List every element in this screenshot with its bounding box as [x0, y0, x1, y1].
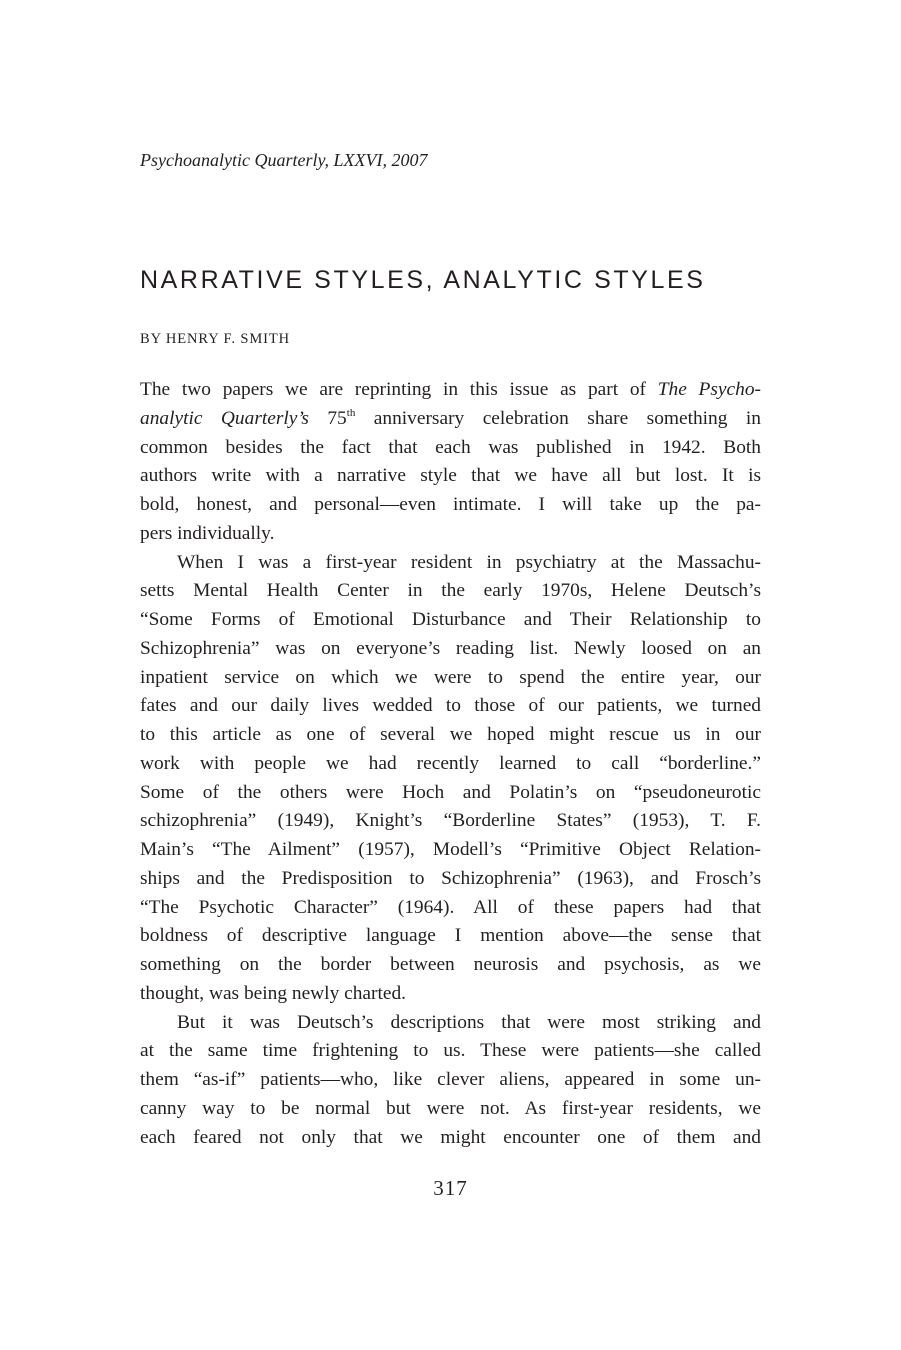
- page-number: 317: [433, 1176, 468, 1200]
- body-line: at the same time frightening to us. These were patients—she called: [140, 1040, 761, 1062]
- body-line: common besides the fact that each was published in 1942. Both: [140, 436, 761, 458]
- body-line: analytic Quarterly’s 75th anniversary celebration share something in: [140, 406, 761, 429]
- body-line: Main’s “The Ailment” (1957), Modell’s “Primitive Object Relation-: [140, 839, 761, 860]
- body-line: them “as-if” patients—who, like clever aliens, appeared in some un-: [140, 1069, 761, 1090]
- author-byline: BY HENRY F. SMITH: [140, 331, 291, 347]
- body-line: When I was a first-year resident in psychiatry at the Massachu-: [177, 551, 761, 573]
- body-line: to this article as one of several we hoped might rescue us in our: [140, 724, 761, 745]
- body-line: authors write with a narrative style that we have all but lost. It is: [140, 465, 761, 487]
- body-line: something on the border between neurosis and psychosis, as we: [140, 954, 761, 975]
- body-line: schizophrenia” (1949), Knight’s “Borderline States” (1953), T. F.: [140, 810, 761, 832]
- body-line: work with people we had recently learned to call “borderline.”: [140, 752, 761, 774]
- body-line: Some of the others were Hoch and Polatin’s on “pseudoneurotic: [140, 781, 761, 803]
- article-title: NARRATIVE STYLES, ANALYTIC STYLES: [140, 266, 706, 294]
- article-body: [140, 376, 761, 1152]
- body-line: The two papers we are reprinting in this issue as part of The Psycho-: [140, 379, 761, 400]
- body-line: pers individually.: [140, 522, 275, 544]
- body-line: boldness of descriptive language I mention above—the sense that: [140, 925, 761, 947]
- running-head: Psychoanalytic Quarterly, LXXVI, 2007: [140, 150, 428, 170]
- body-line: fates and our daily lives wedded to those of our patients, we turned: [140, 695, 761, 717]
- body-line: bold, honest, and personal—even intimate. I will take up the pa-: [140, 494, 761, 515]
- journal-name-italic: The Psycho-: [657, 379, 761, 400]
- body-line: each feared not only that we might encounter one of them and: [140, 1126, 761, 1148]
- body-line: “Some Forms of Emotional Disturbance and Their Relationship to: [140, 609, 761, 630]
- journal-name-italic: analytic Quarterly’s: [140, 407, 309, 429]
- ordinal-superscript: th: [346, 406, 356, 419]
- body-line: But it was Deutsch’s descriptions that were most striking and: [177, 1011, 761, 1033]
- body-line: thought, was being newly charted.: [140, 982, 407, 1004]
- body-line: canny way to be normal but were not. As first-year residents, we: [140, 1097, 761, 1119]
- body-line: ships and the Predisposition to Schizophrenia” (1963), and Frosch’s: [140, 867, 761, 889]
- body-line: setts Mental Health Center in the early 1970s, Helene Deutsch’s: [140, 580, 761, 602]
- body-line: inpatient service on which we were to spend the entire year, our: [140, 666, 761, 688]
- body-line: Schizophrenia” was on everyone’s reading list. Newly loosed on an: [140, 637, 761, 659]
- body-line: “The Psychotic Character” (1964). All of these papers had that: [140, 896, 761, 918]
